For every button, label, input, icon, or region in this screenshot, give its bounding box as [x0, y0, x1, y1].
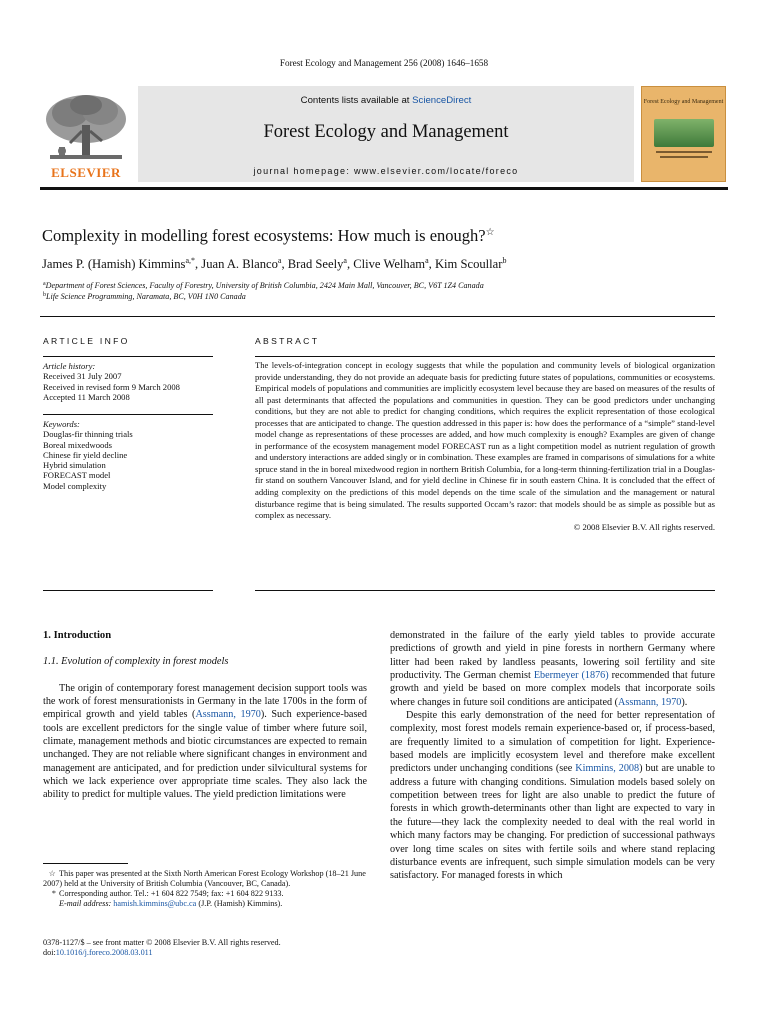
abstract-copyright: © 2008 Elsevier B.V. All rights reserved. — [573, 521, 715, 532]
email-suffix: (J.P. (Hamish) Kimmins). — [196, 899, 283, 908]
divider — [255, 356, 715, 357]
text-run: recommended that future growth and yield be based on more complex models that incorporate soils where changes in future soil conditions are anticipated ( — [390, 670, 715, 708]
author-affil-mark: a — [277, 256, 282, 265]
divider — [40, 316, 715, 317]
footnote-mark: * — [51, 889, 56, 898]
author-affil-mark: a — [343, 256, 347, 265]
affiliation — [43, 281, 484, 290]
body-paragraph — [390, 629, 715, 709]
cover-forest-image — [654, 119, 714, 147]
article-info-heading: ARTICLE INFO — [43, 336, 130, 346]
footnote-corresponding — [43, 889, 367, 899]
reference-link[interactable]: Assmann, 1970 — [618, 696, 682, 708]
author-name: Clive Welham — [353, 257, 426, 271]
sciencedirect-link[interactable]: ScienceDirect — [412, 95, 472, 106]
abstract-text: The levels-of-integration concept in ecology suggests that while the population and community levels of biological organization provide understanding, they do not provide an adequate basis for predicting future states of populations, communities or ecosystems. Empirical models of populations and communities are implicitly ecosystem level because they are based on measures of the results of all past determinants that affected the populations and communities in question. They can be good predictors under unchanging conditions, but they are not able to predict for changing conditions, which requires the explicit representation of those ecological processes that are anticipated to change. The question addressed in this paper is: how does the performance of a “simple” stand-level model change as representations of these processes are added, and how much complexity is enough? Examples are given of change in performance of the ecosystem management model FORECAST run as a light competition model as nutrient regulation of growth and understory interactions are added singly or in combination. These examples are framed in comparisons of simulations for a white spruce stand in the in boreal mixedwood region in northern British Columbia, for a long-term thinning-fertilization trial in a Douglas-fir stand on southern Vancouver Island, and for yield decline in Chinese fir in south eastern China. It is concluded that the effect of adding complexity on the predictions of this model depends on the time scale of the simulation and the management or natural disturbance regime that is being simulated. The results supported Occam’s razor: that models should be as simple as possible but as complex as necessary. — [255, 360, 715, 521]
keyword: Douglas-fir thinning trials — [43, 429, 133, 440]
affiliation-text: Department of Forest Sciences, Faculty of Forestry, University of British Columbia, 2424 Main Mall, Vancouver, BC, V6T 1Z4 Canada — [45, 281, 484, 290]
article-title-text: Complexity in modelling forest ecosystems: How much is enough? — [42, 226, 486, 245]
journal-homepage[interactable]: journal homepage: www.elsevier.com/locate/foreco — [253, 166, 519, 176]
divider — [255, 590, 715, 591]
article-title — [42, 226, 495, 246]
front-matter — [43, 938, 373, 958]
author-separator: , — [428, 257, 435, 271]
keyword: Model complexity — [43, 480, 107, 491]
subsection-heading: 1.1. Evolution of complexity in forest models — [43, 656, 229, 668]
divider — [43, 414, 213, 415]
contents-line — [138, 95, 634, 106]
doi-label: doi: — [43, 948, 56, 957]
text-run: The origin of contemporary forest management decision support tools was the work of forest mensurationists in Germany in the late 1700s in the form of empirical growth and yield tables ( — [43, 682, 367, 721]
front-matter-text: 0378-1127/$ – see front matter © 2008 Elsevier B.V. All rights reserved. — [43, 938, 281, 947]
footnote-star — [43, 869, 367, 889]
reference-link[interactable]: Ebermeyer (1876) — [533, 670, 609, 682]
doi-link[interactable]: 10.1016/j.foreco.2008.03.011 — [55, 948, 153, 957]
affiliation-mark: b — [43, 292, 46, 298]
reference-link[interactable]: Kimmins, 2008 — [575, 763, 640, 775]
keyword: Chinese fir yield decline — [43, 449, 128, 460]
text-run: Despite this early demonstration of the need for better representation of complexity, most forest models remain experience-based or, if process-based, are frequently limited to a simulation of competition for light. Experience-based models are implicitly ecosystem level and therefore make excellent predictors under unchanging conditions (see — [390, 710, 715, 775]
elsevier-wordmark: ELSEVIER — [51, 165, 121, 180]
footnote-text: Corresponding author. Tel.: +1 604 822 7549; fax: +1 604 822 9133. — [59, 889, 284, 898]
text-run: ). Such experience-based tools are excellent predictors for the single value of timber where future soil, climate, management methods and biotic circumstances are expected to remain unchanged. They are not reliable where significant changes in environment and management are anticipated, and for prediction under silvicultural systems for which we lack experience over appropriate time scales. They also lack the ability to predict for multiple values. The yield prediction limitations were — [43, 709, 368, 801]
footnote-mark: ☆ — [48, 869, 56, 878]
affiliation-text: Life Science Programming, Naramata, BC, V0H 1N0 Canada — [46, 292, 246, 301]
right-column — [390, 629, 715, 883]
text-run: ). — [681, 696, 688, 708]
author-affil-mark: b — [502, 256, 507, 265]
author-name: Kim Scoullar — [434, 257, 503, 271]
history-item: Accepted 11 March 2008 — [43, 391, 130, 402]
cover-decoration — [660, 156, 708, 158]
author-separator: , — [346, 257, 354, 271]
journal-title: Forest Ecology and Management — [263, 122, 509, 142]
footnote-email — [43, 899, 367, 909]
body-paragraph — [43, 682, 367, 802]
keywords-list — [43, 419, 215, 491]
divider — [43, 356, 213, 357]
section-heading: 1. Introduction — [43, 630, 112, 641]
author-list — [42, 256, 506, 272]
author-separator: , — [281, 257, 288, 271]
footnotes — [43, 869, 367, 909]
divider — [43, 590, 213, 591]
text-run: ) but are unable to address a future with changing conditions. Simulation models based solely on competition between trees for light are also unable to predict the future of forests in which growth-determinants other than light are expected to vary in the future—they lack the complexity needed to deal with the real world in which many factors may be changing. For prediction of successional pathways over long time scales on sites with fertile soils and where stand replacing disturbance events are infrequent, such simple simulation models can be very satisfactory. For managed forests in which — [390, 763, 715, 882]
reference-link[interactable]: Assmann, 1970 — [195, 709, 261, 721]
keyword: Boreal mixedwoods — [43, 439, 112, 450]
footnote-text: This paper was presented at the Sixth North American Forest Ecology Workshop (18–21 June 2007) held at the University of British Columbia (Vancouver, BC, Canada). — [43, 869, 366, 888]
text-run: demonstrated in the failure of the early yield tables to provide accurate predictions of growth and yield in pine forests in northern Germany where litter had been raked by landless peasants, lowering soil fertility and site productivity. The German chemist — [390, 630, 715, 682]
affiliation-mark: a — [43, 281, 46, 287]
left-column — [43, 629, 367, 802]
author-name: Brad Seely — [287, 257, 344, 271]
contents-prefix: Contents lists available at — [300, 95, 413, 106]
author-separator: , — [195, 257, 202, 271]
title-footnote-mark: ☆ — [485, 227, 495, 238]
author-affil-mark: a — [425, 256, 429, 265]
keyword: Hybrid simulation — [43, 460, 106, 471]
footnote-divider — [43, 863, 128, 864]
journal-cover-thumbnail — [641, 86, 726, 182]
cover-title: Forest Ecology and Management — [643, 99, 724, 105]
history-item: Received 31 July 2007 — [43, 371, 122, 382]
cover-decoration — [656, 151, 712, 153]
author-affil-mark: a,* — [185, 256, 195, 265]
abstract-body — [255, 360, 715, 533]
article-history — [43, 361, 215, 402]
body-paragraph — [390, 709, 715, 882]
affiliation — [43, 292, 246, 301]
history-item: Received in revised form 9 March 2008 — [43, 381, 180, 392]
history-label: Article history: — [43, 361, 96, 371]
email-label: E-mail address: — [59, 899, 114, 908]
journal-citation: Forest Ecology and Management 256 (2008) 1646–1658 — [279, 58, 489, 68]
doi-line — [43, 948, 373, 958]
keywords-label: Keywords: — [43, 419, 80, 429]
email-link[interactable]: hamish.kimmins@ubc.ca — [113, 899, 197, 908]
header-rule — [40, 187, 728, 190]
author-name: Juan A. Blanco — [201, 257, 278, 271]
author-name: James P. (Hamish) Kimmins — [42, 257, 186, 271]
abstract-heading: ABSTRACT — [255, 336, 320, 346]
keyword: FORECAST model — [43, 470, 111, 481]
